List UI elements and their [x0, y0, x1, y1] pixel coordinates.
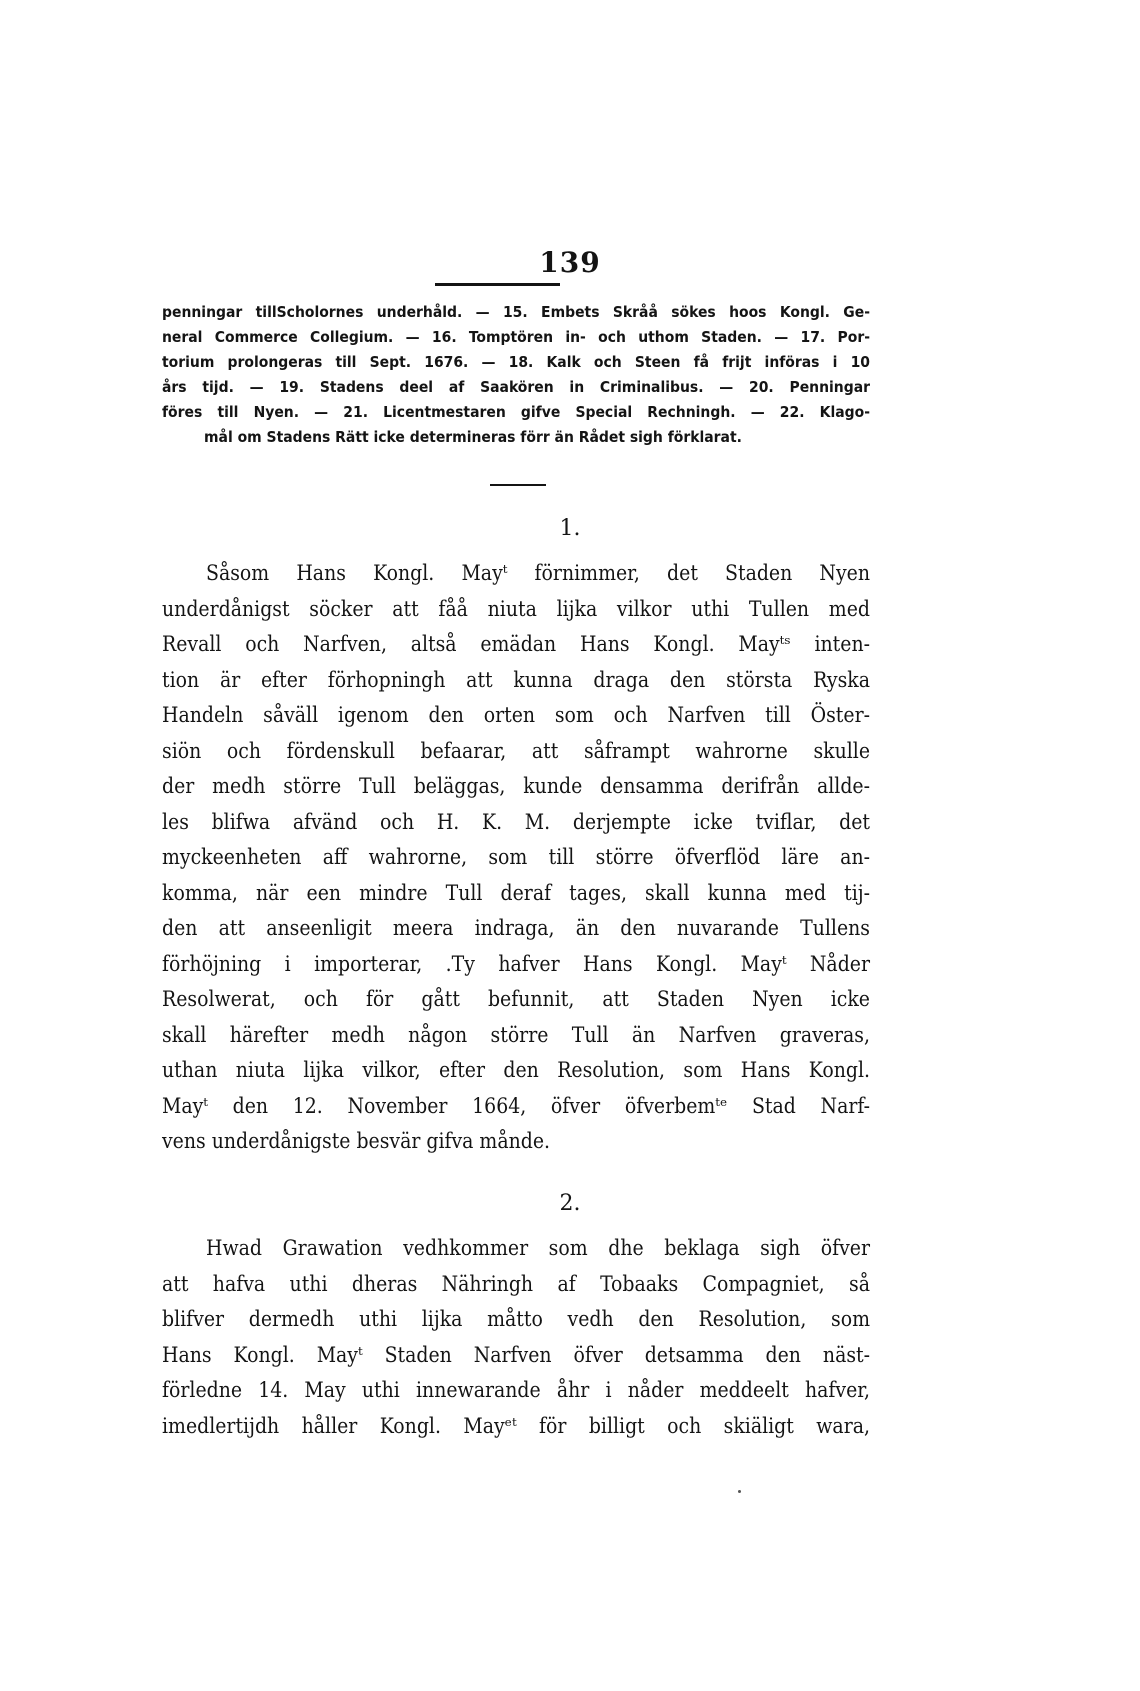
summary-line: föres till Nyen. — 21. Licentmestaren gifve Special Rechningh. — 22. Klago- [162, 403, 870, 421]
section-1-number: 1. [559, 516, 581, 541]
text-line: imedlertijdh håller Kongl. Mayᵉᵗ för billigt och skiäligt wara, [162, 1413, 870, 1438]
summary-line: neral Commerce Collegium. — 16. Tomptören in- och uthom Staden. — 17. Por- [162, 328, 870, 346]
section-2-text [162, 1231, 870, 1444]
text-line: Hans Kongl. Mayᵗ Staden Narfven öfver detsamma den näst- [162, 1342, 870, 1367]
text-line: tion är efter förhopningh att kunna draga den största Ryska [162, 667, 870, 692]
text-line: förledne 14. May uthi innewarande åhr i nåder meddeelt hafver, [162, 1378, 870, 1402]
page-number: 139 [539, 246, 601, 279]
text-line: Hwad Grawation vedhkommer som dhe beklaga sigh öfver [206, 1236, 870, 1260]
text-line: vens underdånigste besvär gifva månde. [162, 1129, 551, 1153]
text-line: förhöjning i importerar, .Ty hafver Hans Kongl. Mayᵗ Nåder [162, 951, 870, 976]
text-line: komma, när een mindre Tull deraf tages, skall kunna med tij- [162, 880, 870, 905]
section-2-number: 2. [559, 1191, 581, 1216]
summary-line: penningar tillScholornes underhåld. — 15. Embets Skråå sökes hoos Kongl. Ge- [162, 303, 870, 321]
section-1-text [162, 556, 870, 1160]
text-line: att hafva uthi dheras Nähringh af Tobaaks Compagniet, så [162, 1271, 870, 1296]
text-line: Mayᵗ den 12. November 1664, öfver öfverbemᵗᵉ Stad Narf- [162, 1093, 870, 1118]
text-line: les blifwa afvänd och H. K. M. derjempte icke tviflar, det [162, 809, 870, 834]
summary-line: mål om Stadens Rätt icke determineras förr än Rådet sigh förklarat. [204, 428, 742, 446]
text-line: der medh större Tull beläggas, kunde densamma derifrån allde- [162, 774, 870, 798]
chapter-summary [162, 300, 870, 450]
text-line: myckeenheten aff wahrorne, som till större öfverflöd läre an- [162, 845, 870, 869]
text-line: den att anseenligit meera indraga, än den nuvarande Tullens [162, 916, 870, 940]
text-line: Revall och Narfven, altså emädan Hans Kongl. Mayᵗˢ inten- [162, 632, 870, 656]
summary-line: års tijd. — 19. Stadens deel af Saakören in Criminalibus. — 20. Penningar [162, 378, 870, 396]
text-line: underdånigst söcker att fåå niuta lijka vilkor uthi Tullen med [162, 596, 870, 621]
text-line: Resolwerat, och för gått befunnit, att Staden Nyen icke [162, 987, 870, 1011]
text-line: blifver dermedh uthi lijka måtto vedh den Resolution, som [162, 1307, 870, 1331]
page-number-underline [435, 283, 560, 286]
text-line: Handeln såväll igenom den orten som och Narfven till Öster- [162, 703, 870, 727]
text-line: uthan niuta lijka vilkor, efter den Resolution, som Hans Kongl. [162, 1058, 870, 1082]
summary-line: torium prolongeras till Sept. 1676. — 18. Kalk och Steen få frijt införas i 10 [162, 353, 870, 371]
text-line: skall härefter medh någon större Tull än Narfven graveras, [162, 1022, 870, 1047]
print-speck [738, 1490, 741, 1493]
text-line: Såsom Hans Kongl. Mayᵗ förnimmer, det Staden Nyen [206, 561, 870, 585]
section-divider [490, 484, 546, 486]
text-line: siön och fördenskull befaarar, att såframpt wahrorne skulle [162, 738, 870, 763]
